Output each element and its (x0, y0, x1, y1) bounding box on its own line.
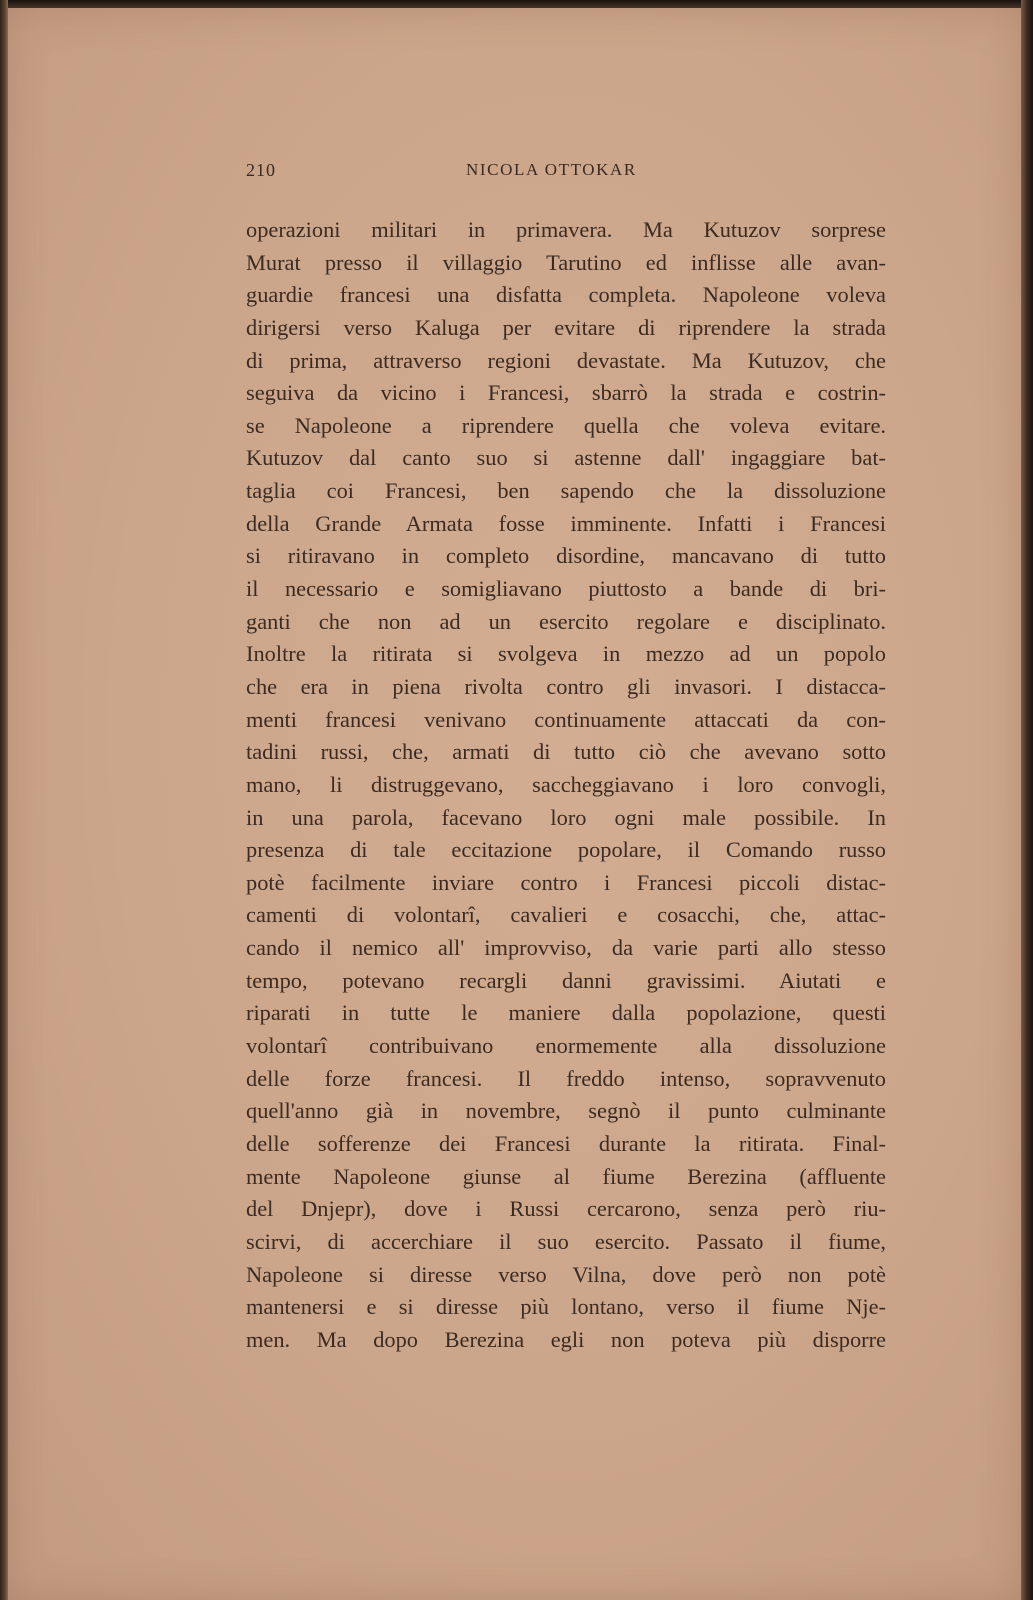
page-left-edge (0, 0, 8, 1600)
text-line: delle forze francesi. Il freddo intenso, sopravvenuto (246, 1065, 886, 1091)
text-line: scirvi, di accerchiare il suo esercito. Passato il fiume, (246, 1228, 886, 1254)
text-line: potè facilmente inviare contro i Francesi piccoli distac- (246, 869, 886, 895)
page-right-edge (1021, 0, 1033, 1600)
text-line: men. Ma dopo Berezina egli non poteva più disporre (246, 1326, 886, 1352)
text-line: Kutuzov dal canto suo si astenne dall' ingaggiare bat- (246, 445, 886, 471)
text-line: in una parola, facevano loro ogni male possibile. In (246, 804, 886, 830)
text-line: presenza di tale eccitazione popolare, il Comando russo (246, 837, 886, 863)
text-line: seguiva da vicino i Francesi, sbarrò la strada e costrin- (246, 380, 886, 406)
text-line: operazioni militari in primavera. Ma Kutuzov sorprese (246, 217, 886, 242)
text-line: volontarî contribuivano enormemente alla dissoluzione (246, 1033, 886, 1059)
text-line: taglia coi Francesi, ben sapendo che la dissoluzione (246, 478, 886, 504)
text-line: ganti che non ad un esercito regolare e disciplinato. (246, 608, 886, 634)
text-line: di prima, attraverso regioni devastate. Ma Kutuzov, che (246, 347, 886, 373)
text-line: Murat presso il villaggio Tarutino ed inflisse alle avan- (246, 249, 886, 275)
text-line: del Dnjepr), dove i Russi cercarono, senza però riu- (246, 1196, 886, 1222)
text-line: delle sofferenze dei Francesi durante la ritirata. Final- (246, 1130, 886, 1156)
text-line: guardie francesi una disfatta completa. Napoleone voleva (246, 282, 886, 308)
text-line: mente Napoleone giunse al fiume Berezina (affluente (246, 1163, 886, 1189)
text-line: della Grande Armata fosse imminente. Infatti i Francesi (246, 510, 886, 536)
text-line: Inoltre la ritirata si svolgeva in mezzo ad un popolo (246, 641, 886, 667)
text-line: se Napoleone a riprendere quella che voleva evitare. (246, 412, 886, 438)
text-line: mano, li distruggevano, saccheggiavano i loro convogli, (246, 771, 886, 797)
text-line: che era in piena rivolta contro gli invasori. I distacca- (246, 673, 886, 699)
text-line: si ritiravano in completo disordine, mancavano di tutto (246, 543, 886, 569)
text-line: il necessario e somigliavano piuttosto a bande di bri- (246, 576, 886, 602)
text-line: camenti di volontarî, cavalieri e cosacchi, che, attac- (246, 902, 886, 928)
text-line: tempo, potevano recargli danni gravissimi. Aiutati e (246, 967, 886, 993)
page-number: 210 (246, 160, 276, 180)
page-header (246, 160, 886, 186)
text-line: menti francesi venivano continuamente attaccati da con- (246, 706, 886, 732)
text-line: dirigersi verso Kaluga per evitare di riprendere la strada (246, 314, 886, 340)
body-text (246, 214, 886, 1356)
text-line: tadini russi, che, armati di tutto ciò che avevano sotto (246, 739, 886, 765)
text-line: riparati in tutte le maniere dalla popolazione, questi (246, 1000, 886, 1026)
text-line: quell'anno già in novembre, segnò il punto culminante (246, 1098, 886, 1124)
text-line: mantenersi e si diresse più lontano, verso il fiume Nje- (246, 1294, 886, 1320)
text-line: cando il nemico all' improvviso, da varie parti allo stesso (246, 935, 886, 961)
running-head: NICOLA OTTOKAR (466, 160, 637, 179)
text-line: Napoleone si diresse verso Vilna, dove però non potè (246, 1261, 886, 1287)
